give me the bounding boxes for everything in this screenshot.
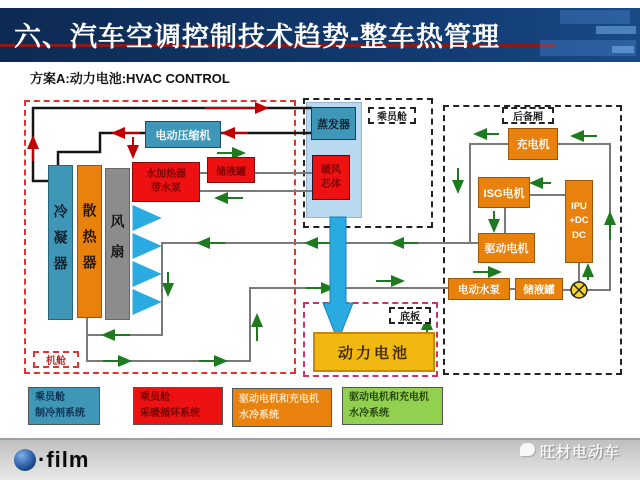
zone-label-floor: 底板	[389, 307, 431, 324]
legend-line: 驱动电机和充电机	[239, 393, 319, 405]
legend-line: 制冷剂系统	[35, 408, 85, 419]
reservoir-left-box: 储液罐	[207, 157, 255, 183]
zone-label-cabin: 乘员舱	[368, 107, 416, 124]
water-heater-label-line1: 水加热器	[146, 169, 186, 180]
valve-icon	[571, 282, 587, 298]
legend-line: 乘员舱	[140, 392, 170, 403]
charger-box: 充电机	[508, 128, 558, 160]
legend-line: 水冷系统	[239, 409, 279, 421]
ofilm-logo-text: ·film	[38, 447, 90, 472]
legend-watercool-system-orange	[232, 388, 332, 427]
legend-refrigerant-system	[28, 387, 100, 425]
heater-core-box	[312, 155, 350, 200]
legend-line: 乘员舱	[35, 392, 65, 403]
watermark-text: 旺材电动车	[540, 444, 621, 461]
evaporator-box: 蒸发器	[311, 107, 356, 140]
ipu-label-line3: DC	[572, 229, 586, 241]
legend-line: 水冷系统	[349, 408, 389, 419]
drive-motor-box: 驱动电机	[478, 233, 535, 263]
legend-heating-system	[133, 387, 223, 425]
isg-motor-box: ISG电机	[478, 177, 530, 208]
ipu-label-line1: IPU	[571, 201, 587, 213]
compressor-box: 电动压缩机	[145, 121, 221, 148]
legend-line: 驱动电机和充电机	[349, 392, 429, 403]
legend-line: 采暖循环系统	[140, 408, 200, 419]
ipu-dcdc-box	[565, 180, 593, 263]
water-pump-box: 电动水泵	[448, 278, 510, 300]
radiator-box: 散热器	[77, 165, 102, 318]
plan-subtitle: 方案A:动力电池:HVAC CONTROL	[30, 71, 230, 86]
page-title: 六、汽车空调控制技术趋势-整车热管理	[14, 22, 500, 52]
legend-watercool-system-green	[342, 387, 443, 425]
ipu-label-line2: +DC	[569, 215, 589, 227]
fan-box: 风扇	[105, 168, 130, 320]
battery-cooling-arrow	[323, 217, 353, 341]
zone-label-trunk: 后备厢	[502, 107, 554, 124]
zone-label-engine-bay: 机舱	[33, 351, 79, 368]
water-heater-label-line2: 带水泵	[151, 183, 181, 194]
fan-airflow-arrows	[133, 218, 152, 302]
heater-core-label-line2: 芯体	[321, 178, 341, 190]
water-heater-box	[132, 162, 200, 202]
heater-core-label-line1: 暖风	[321, 164, 341, 176]
condenser-box: 冷凝器	[48, 165, 73, 320]
reservoir-right-box: 储液罐	[515, 278, 563, 300]
power-battery-box: 动力电池	[313, 332, 435, 372]
